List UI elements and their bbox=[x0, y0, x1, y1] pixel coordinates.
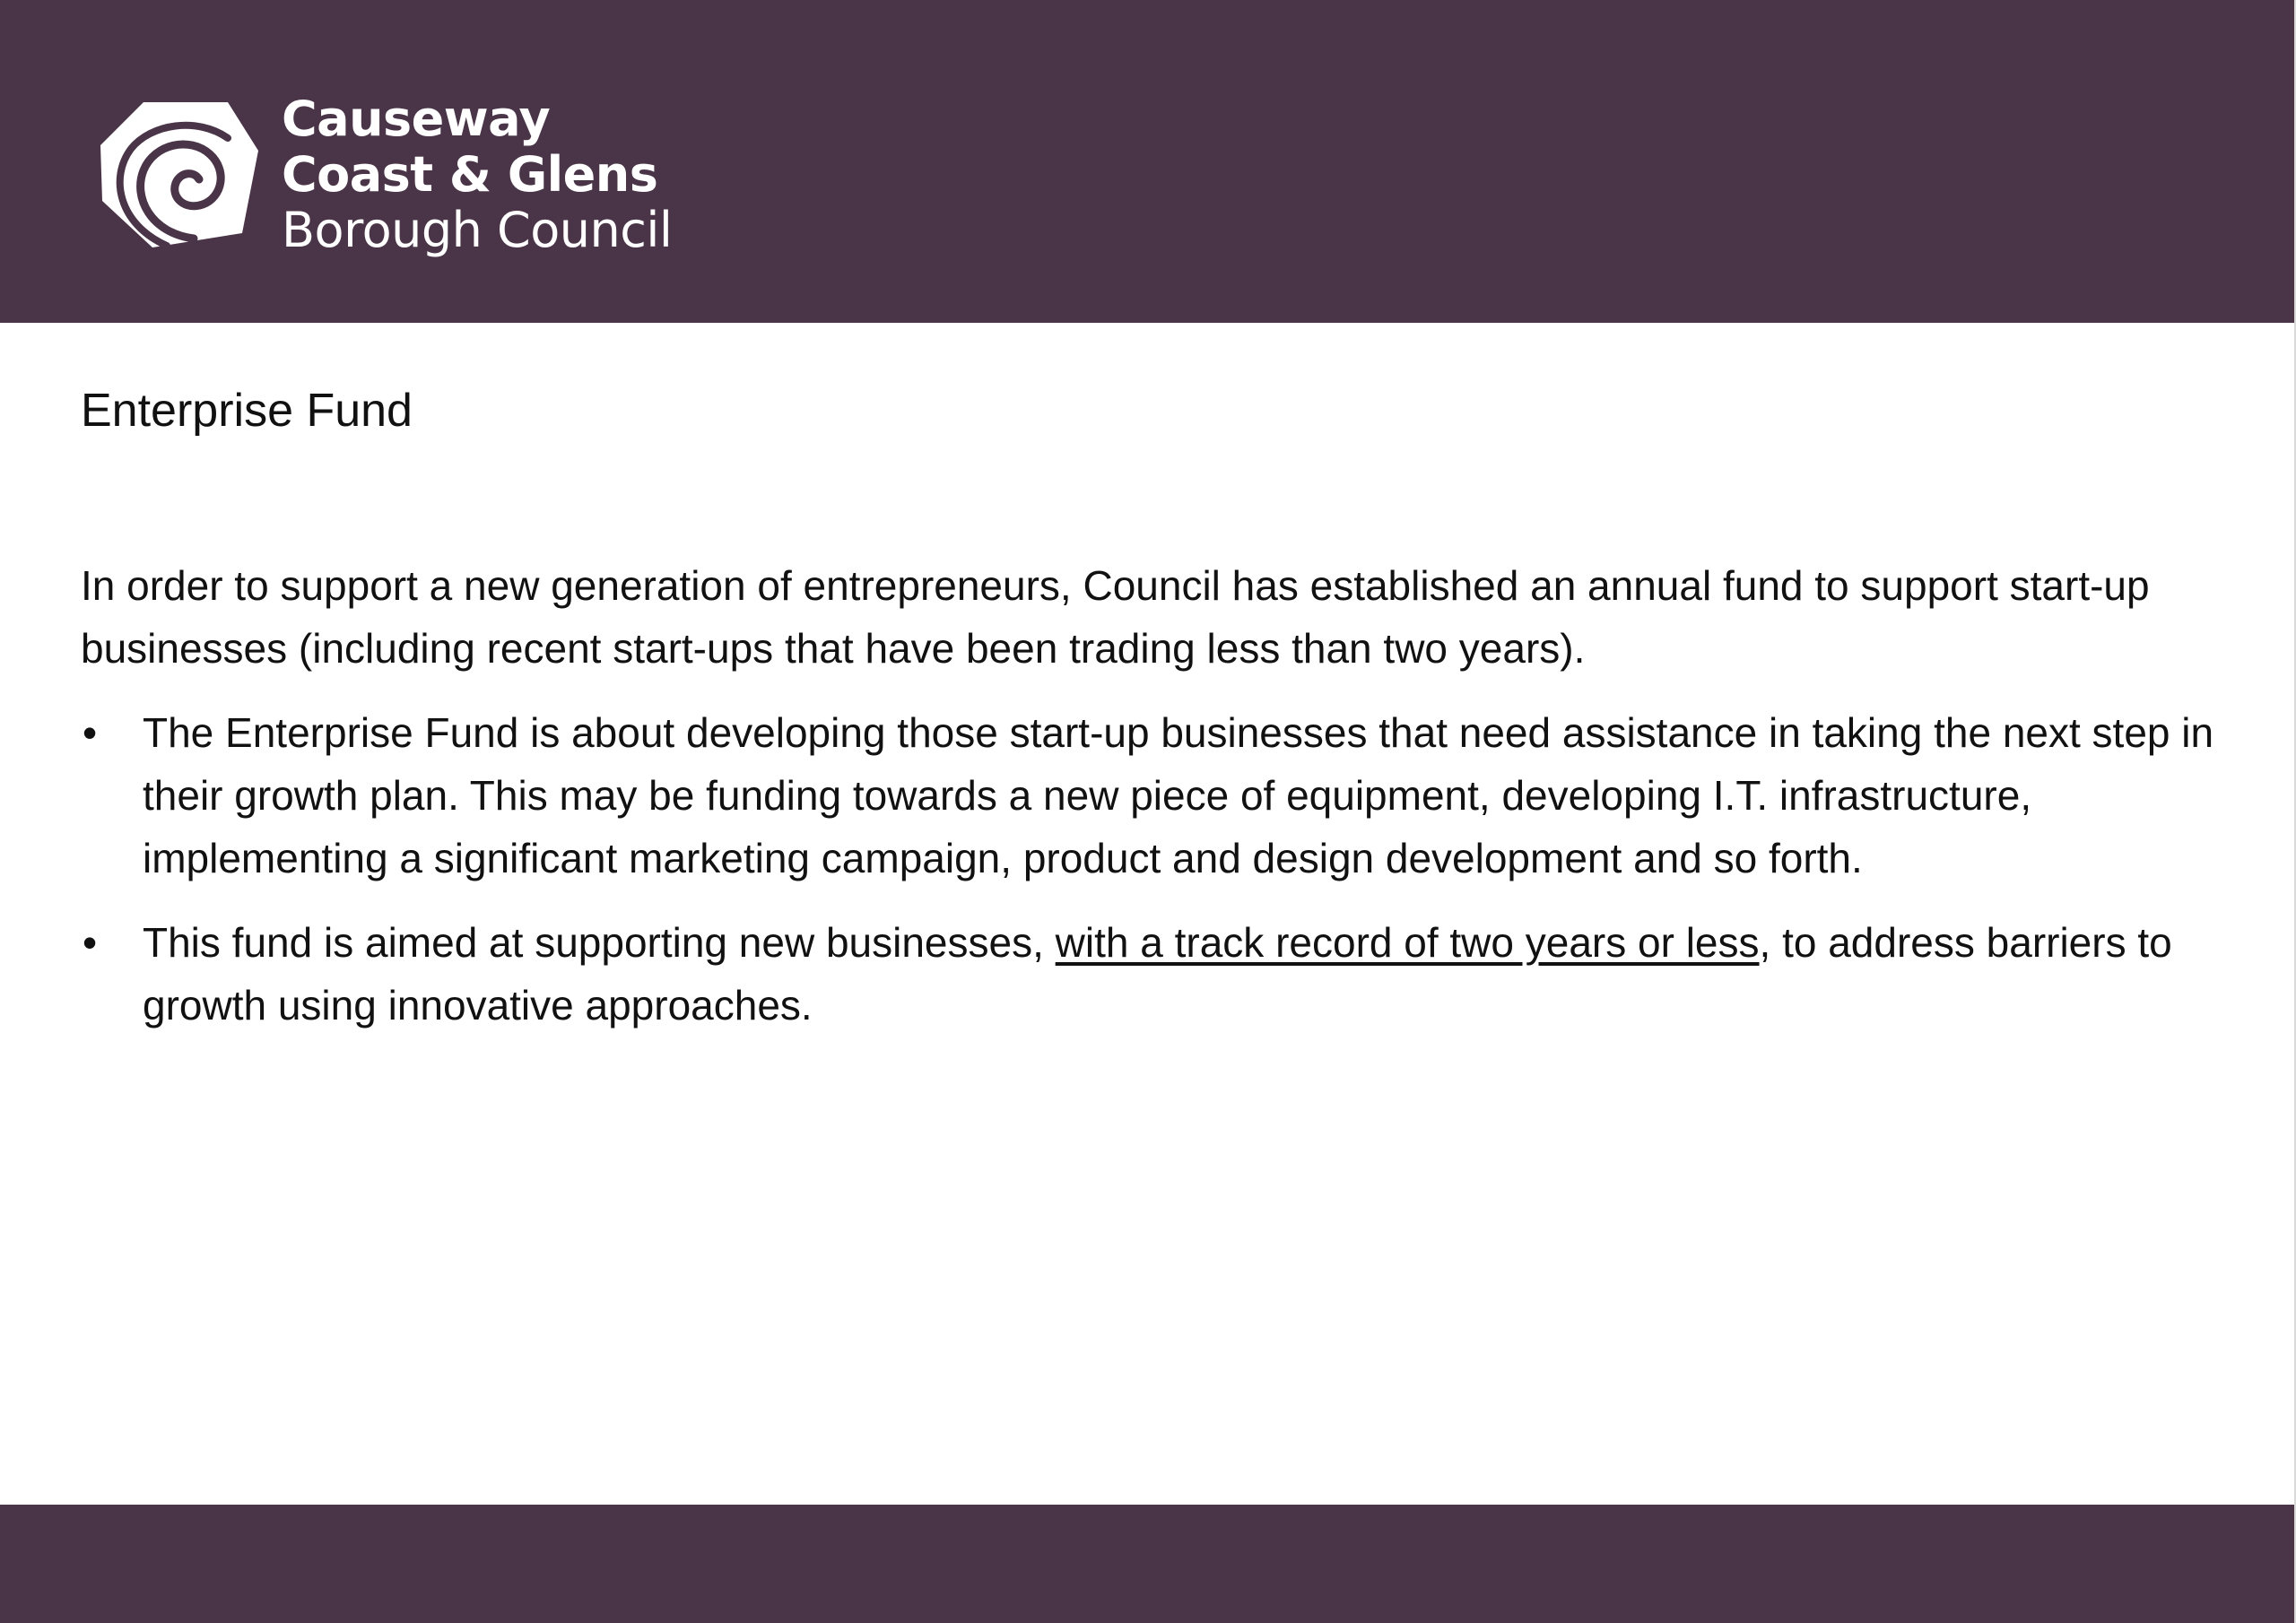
footer-band bbox=[0, 1505, 2294, 1623]
bullet-list bbox=[81, 701, 2233, 1037]
logo-line-2: Coast & Glens bbox=[282, 146, 658, 203]
logo-line-3: Borough Council bbox=[282, 202, 673, 258]
document-body bbox=[81, 554, 2233, 1058]
bullet-text-after: , to address barriers to growth using innovative approaches. bbox=[143, 919, 2172, 1028]
bullet-marker: • bbox=[82, 919, 98, 966]
bullet-marker: • bbox=[82, 709, 98, 756]
bullet-text: The Enterprise Fund is about developing those start-up businesses that need assistance in taking the next step in their growth plan. This may be funding towards a new piece of equipment, developing I.T. infrastructure, implementing a significant marketing campaign, product and design development and so forth. bbox=[143, 709, 2214, 881]
header-band bbox=[0, 0, 2294, 323]
logo-wordmark bbox=[282, 91, 672, 258]
document-title: Enterprise Fund bbox=[81, 385, 413, 437]
underlined-emphasis: with a track record of two years or less bbox=[1055, 919, 1760, 966]
logo-line-1: Causeway bbox=[282, 91, 551, 147]
spiral-logo-icon bbox=[97, 99, 262, 251]
bullet-item bbox=[81, 701, 2233, 890]
bullet-item bbox=[81, 911, 2233, 1037]
council-logo bbox=[97, 90, 672, 260]
intro-paragraph: In order to support a new generation of entrepreneurs, Council has established an annual fund to support start-up businesses (including recent start-ups that have been trading less than two years). bbox=[81, 562, 2150, 672]
bullet-text-before: This fund is aimed at supporting new businesses, bbox=[143, 919, 1056, 966]
